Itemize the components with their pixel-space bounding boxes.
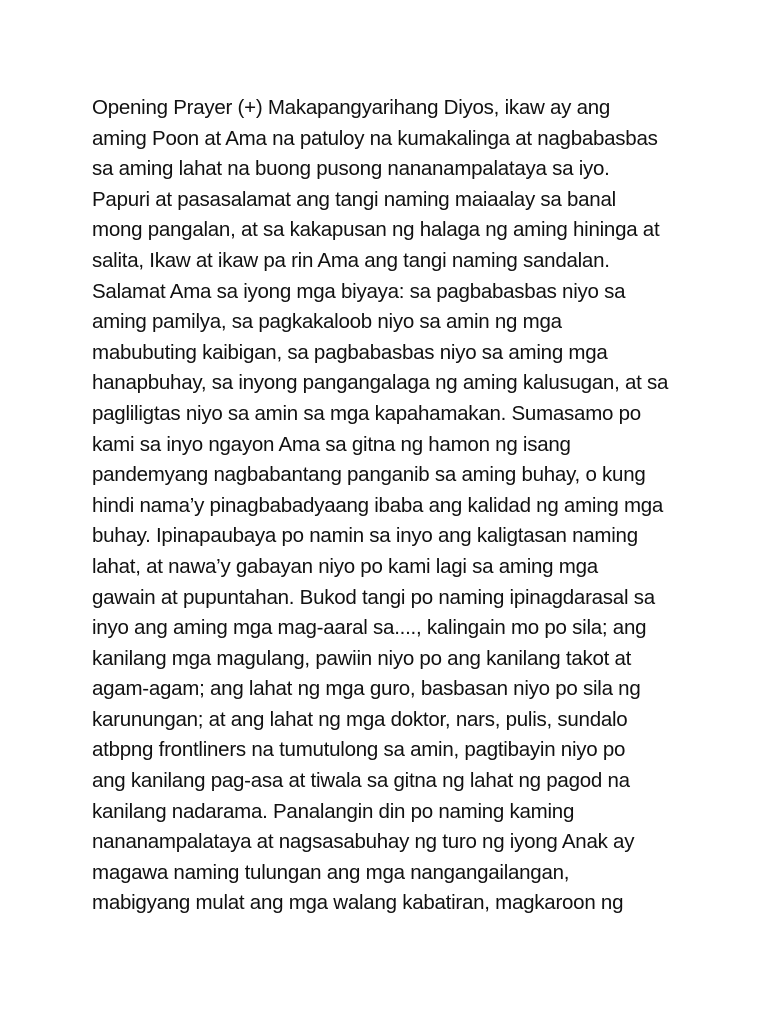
text-line: pandemyang nagbabantang panganib sa aming buhay, o kung	[92, 463, 646, 487]
text-line: buhay. Ipinapaubaya po namin sa inyo ang kaligtasan naming	[92, 524, 638, 548]
text-line: agam-agam; ang lahat ng mga guro, basbasan niyo po sila ng	[92, 677, 641, 701]
text-line: pagliligtas niyo sa amin sa mga kapahamakan. Sumasamo po	[92, 401, 641, 425]
text-line: hindi nama’y pinagbabadyaang ibaba ang kalidad ng aming mga	[92, 493, 664, 517]
text-line: ang kanilang pag-asa at tiwala sa gitna ng lahat ng pagod na	[92, 769, 630, 793]
text-line: sa aming lahat na buong pusong nananampalataya sa iyo.	[92, 157, 610, 181]
text-line: inyo ang aming mga mag-aaral sa...., kalingain mo po sila; ang	[92, 616, 647, 640]
text-line: gawain at pupuntahan. Bukod tangi po naming ipinagdarasal sa	[92, 585, 655, 609]
text-line: Opening Prayer (+) Makapangyarihang Diyos, ikaw ay ang	[92, 96, 611, 119]
text-line: atbpng frontliners na tumutulong sa amin, pagtibayin niyo po	[92, 738, 626, 762]
text-line: kami sa inyo ngayon Ama sa gitna ng hamon ng isang	[92, 432, 571, 456]
text-line: mong pangalan, at sa kakapusan ng halaga ng aming hininga at	[92, 218, 660, 242]
text-line: Papuri at pasasalamat ang tangi naming maiaalay sa banal	[92, 187, 616, 211]
text-line: lahat, at nawa’y gabayan niyo po kami lagi sa aming mga	[92, 554, 598, 578]
text-line: mabubuting kaibigan, sa pagbabasbas niyo sa aming mga	[92, 340, 608, 364]
text-line: kanilang mga magulang, pawiin niyo po ang kanilang takot at	[92, 646, 632, 670]
text-line: mabigyang mulat ang mga walang kabatiran, magkaroon ng	[92, 891, 624, 915]
text-line: karunungan; at ang lahat ng mga doktor, nars, pulis, sundalo	[92, 707, 628, 731]
text-line: Salamat Ama sa iyong mga biyaya: sa pagbabasbas niyo sa	[92, 279, 626, 303]
text-line: kanilang nadarama. Panalangin din po naming kaming	[92, 799, 575, 823]
text-line: salita, Ikaw at ikaw pa rin Ama ang tangi naming sandalan.	[92, 248, 610, 272]
text-line: hanapbuhay, sa inyong pangangalaga ng aming kalusugan, at sa	[92, 371, 669, 395]
prayer-text	[92, 93, 732, 919]
text-line: aming pamilya, sa pagkakaloob niyo sa amin ng mga	[92, 310, 562, 334]
text-line: nananampalataya at nagsasabuhay ng turo ng iyong Anak ay	[92, 830, 635, 854]
text-line: aming Poon at Ama na patuloy na kumakalinga at nagbabasbas	[92, 126, 658, 150]
text-line: magawa naming tulungan ang mga nangangailangan,	[92, 860, 570, 884]
